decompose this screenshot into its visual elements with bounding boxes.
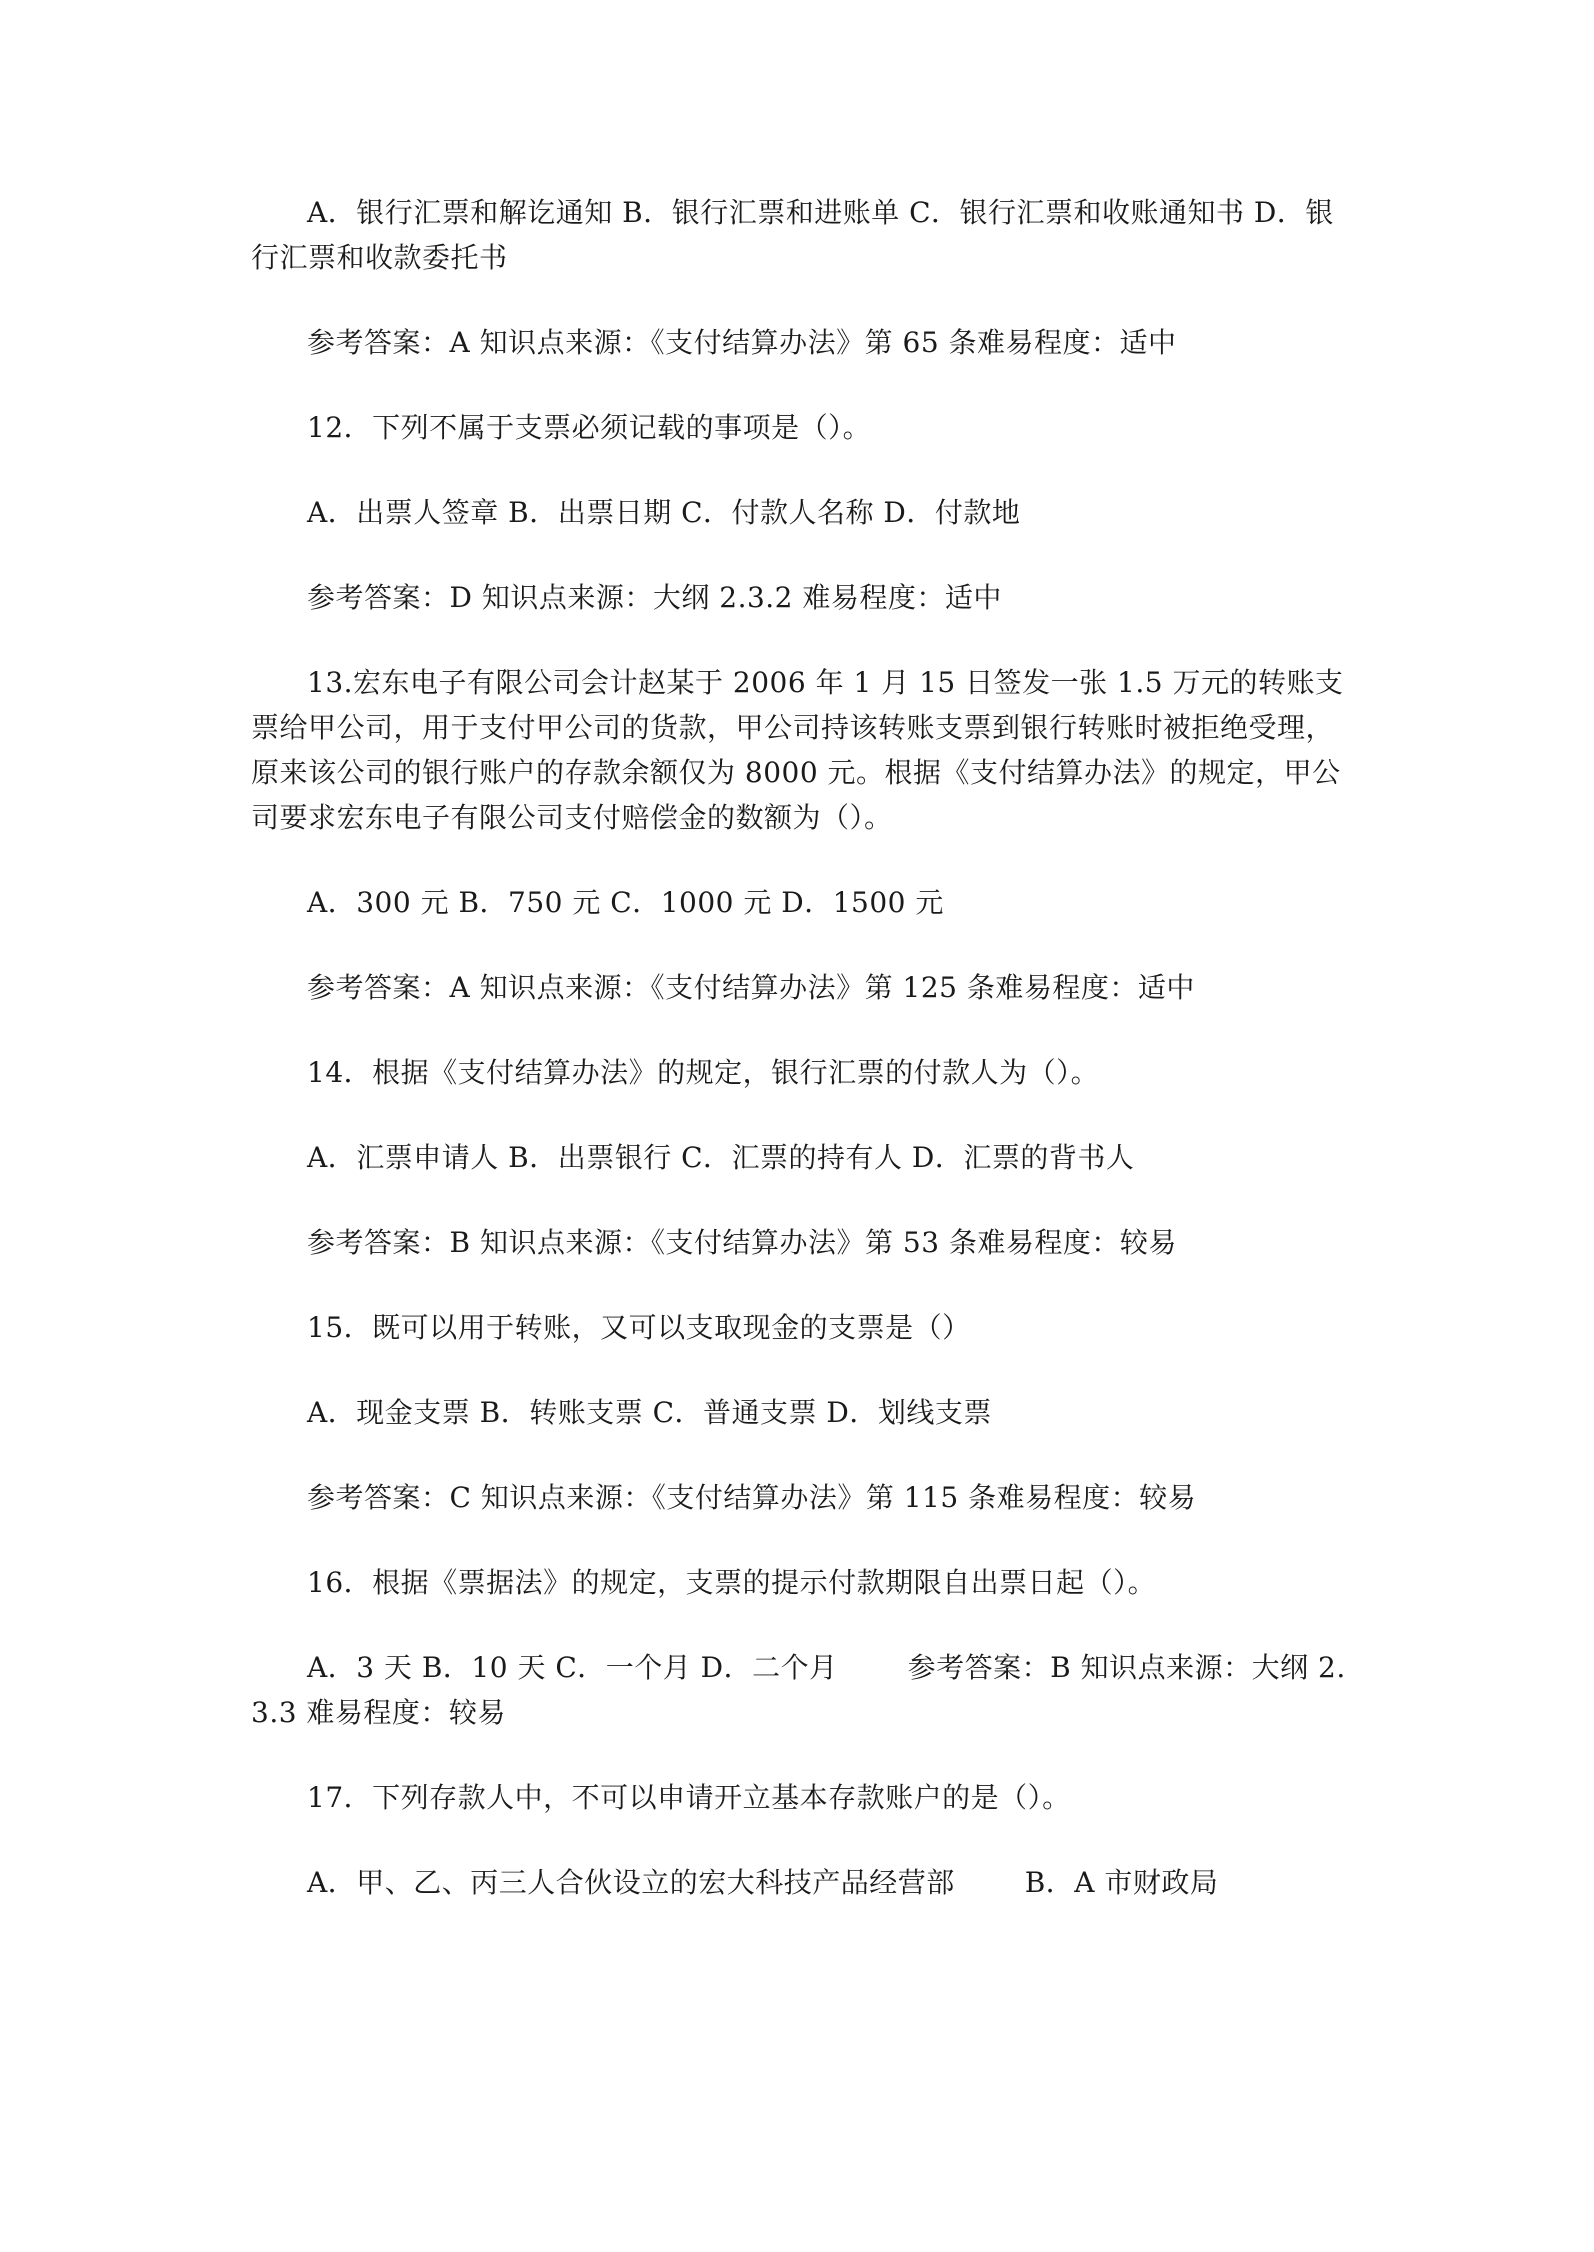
q15-answer: 参考答案：C 知识点来源：《支付结算办法》第 115 条难易程度：较易 xyxy=(307,1481,1197,1514)
q13-answer: 参考答案：A 知识点来源：《支付结算办法》第 125 条难易程度：适中 xyxy=(307,971,1195,1004)
q12-answer: 参考答案：D 知识点来源：大纲 2.3.2 难易程度：适中 xyxy=(307,581,1002,614)
q15-options: A．现金支票 B．转账支票 C．普通支票 D．划线支票 xyxy=(307,1396,992,1429)
q12-options: A．出票人签章 B．出票日期 C．付款人名称 D．付款地 xyxy=(307,496,1021,529)
q17-question: 17．下列存款人中，不可以申请开立基本存款账户的是（）。 xyxy=(307,1781,1071,1814)
q14-question: 14．根据《支付结算办法》的规定，银行汇票的付款人为（）。 xyxy=(307,1056,1100,1089)
q17-option-b: B．A 市财政局 xyxy=(1024,1866,1219,1899)
q11-answer: 参考答案：A 知识点来源：《支付结算办法》第 65 条难易程度：适中 xyxy=(307,326,1177,359)
q11-options: A．银行汇票和解讫通知 B．银行汇票和进账单 C．银行汇票和收账通知书 D．银行汇票和收款委托书 xyxy=(251,196,1334,274)
q12-question: 12．下列不属于支票必须记载的事项是（）。 xyxy=(307,411,872,444)
q17-options xyxy=(251,1860,1351,1905)
q16-question: 16．根据《票据法》的规定，支票的提示付款期限自出票日起（）。 xyxy=(307,1566,1157,1599)
q17-option-a: A．甲、乙、丙三人合伙设立的宏大科技产品经营部 xyxy=(307,1866,955,1899)
q16-answer: 参考答案：B 知识点来源：大纲 2.3.3 难易程度：较易 xyxy=(251,1651,1346,1729)
q16-options: A．3 天 B．10 天 C．一个月 D．二个月 xyxy=(307,1651,838,1684)
q14-options: A．汇票申请人 B．出票银行 C．汇票的持有人 D．汇票的背书人 xyxy=(307,1141,1135,1174)
q14-answer: 参考答案：B 知识点来源：《支付结算办法》第 53 条难易程度：较易 xyxy=(307,1226,1177,1259)
q16-options-and-answer xyxy=(251,1645,1351,1735)
document-body xyxy=(251,190,1351,1905)
q15-question: 15．既可以用于转账，又可以支取现金的支票是（） xyxy=(307,1311,971,1344)
q13-options: A．300 元 B．750 元 C．1000 元 D．1500 元 xyxy=(307,886,944,919)
q13-question: 13.宏东电子有限公司会计赵某于 2006 年 1 月 15 日签发一张 1.5 万元的转账支票给甲公司，用于支付甲公司的货款，甲公司持该转账支票到银行转账时被拒绝受理，原来该公司的银行账户的存款余额仅为 8000 元。根据《支付结算办法》的规定，甲公司要求宏东电子有限公司支付赔偿金的数额为（）。 xyxy=(251,666,1344,834)
